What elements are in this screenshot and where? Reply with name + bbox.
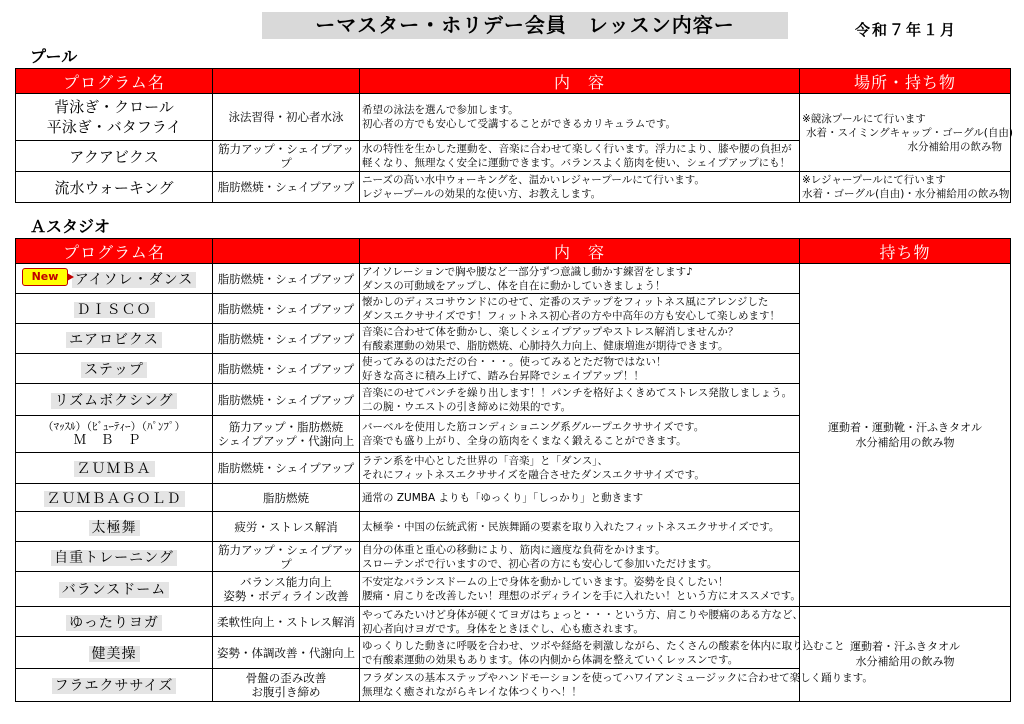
program-name — [16, 572, 213, 607]
place-line: 水着・スイミングキャップ・ゴーグル(自由) — [806, 126, 1013, 139]
table-row — [16, 172, 1011, 203]
program-goal: 脂肪燃焼 — [213, 484, 360, 512]
program-name-text: ＤＩＳＣＯ — [74, 302, 155, 318]
goal-line: 姿勢・ボディライン改善 — [223, 589, 349, 603]
description-line: ダンスの可動域をアップし、体を自在に動かしていきましょう！ — [362, 279, 666, 292]
program-name — [16, 669, 213, 702]
program-name — [16, 512, 213, 542]
program-name-line: 平泳ぎ・バタフライ — [46, 118, 182, 136]
program-description — [360, 324, 800, 354]
program-goal: 脂肪燃焼・シェイプアップ — [213, 384, 360, 416]
description-line: 通常の ZUMBA よりも「ゆっくり」「しっかり」と動きます — [362, 491, 644, 504]
program-description — [360, 172, 800, 203]
description-line: 自分の体重と重心の移動により、筋肉に適度な負荷をかけます。 — [362, 543, 666, 556]
program-name-line: ＭＢＰ — [73, 432, 155, 448]
studio-bring-items-1 — [800, 264, 1011, 607]
place-line: 水分補給用の飲み物 — [907, 140, 1002, 153]
program-name — [16, 637, 213, 669]
program-goal: 疲労・ストレス解消 — [213, 512, 360, 542]
program-name-text: フラエクササイズ — [52, 678, 177, 694]
issue-date: 令和７年１月 — [855, 21, 958, 39]
program-description — [360, 264, 800, 294]
program-name: 流水ウォーキング — [16, 172, 213, 203]
program-name-line: （ﾏｯｽﾙ）（ﾋﾞｭｰﾃｨｰ）（ﾊﾟﾝﾌﾟ） — [42, 419, 186, 433]
studio-header-program: プログラム名 — [16, 239, 213, 264]
bring-line: 運動着・運動靴・汗ふきタオル — [828, 421, 982, 434]
description-line: アイソレーションで胸や腰など一部分ずつ意識し動かす練習をします♪ — [362, 265, 693, 278]
description-line: 太極拳・中国の伝統武術・民族舞踊の要素を取り入れたフィットネスエクササイズです。 — [362, 520, 780, 533]
description-line: 好きな高さに積み上げて、踏み台昇降でシェイプアップ！！ — [362, 369, 645, 382]
program-description — [360, 572, 800, 607]
description-line: 腰痛・肩こりを改善したい！理想のボディラインを手に入れたい！という方にオススメです。 — [362, 590, 801, 602]
program-name-text: 太極舞 — [89, 520, 140, 536]
description-line: 有酸素運動の効果で、脂肪燃焼、心肺持久力向上、健康増進が期待できます。 — [362, 339, 729, 352]
description-line: フラダンスの基本ステップやハンドモーションを使ってハワイアンミュージックに合わせて楽しく踊ります。 — [362, 672, 873, 684]
bring-line: 水分補給用の飲み物 — [855, 436, 955, 449]
program-name: アクアビクス — [16, 141, 213, 172]
description-line: スローテンポで行いますので、初心者の方にも安心して参加いただけます。 — [362, 557, 718, 570]
program-description — [360, 354, 800, 384]
place-line: 水着・ゴーグル(自由)・水分補給用の飲み物 — [802, 188, 1010, 200]
program-description — [360, 542, 800, 572]
program-goal: 脂肪燃焼・シェイプアップ — [213, 453, 360, 484]
program-description — [360, 512, 800, 542]
program-name — [16, 416, 213, 453]
program-name-text: リズムボクシング — [51, 393, 176, 409]
pool-table — [15, 68, 1011, 203]
program-goal — [213, 669, 360, 702]
studio-header-empty — [213, 239, 360, 264]
description-line: 音楽に合わせて体を動かし、楽しくシェイプアップやストレス解消しませんか？ — [362, 325, 739, 338]
goal-line: 筋力アップ・脂肪燃焼 — [228, 420, 344, 434]
new-badge: New — [22, 268, 68, 286]
description-line: で有酸素運動の効果もあります。体の内側から体調を整えていくレッスンです。 — [362, 653, 739, 666]
program-name — [16, 484, 213, 512]
program-name-text: バランスドーム — [59, 582, 170, 598]
program-name-text: ステップ — [81, 362, 147, 378]
description-line: ダンスエクササイズです！フィットネス初心者の方や中高年の方も安心して楽しめます！ — [362, 309, 781, 322]
studio-section-title: Ａスタジオ — [30, 217, 111, 236]
program-goal: 脂肪燃焼・シェイプアップ — [213, 172, 360, 203]
description-line: 音楽にのせてパンチを繰り出します！！パンチを格好よくきめてストレス発散しましょう。 — [362, 386, 793, 399]
program-description — [360, 637, 845, 669]
program-goal: 脂肪燃焼・シェイプアップ — [213, 324, 360, 354]
program-name — [16, 294, 213, 324]
program-goal — [213, 416, 360, 453]
program-goal — [213, 572, 360, 607]
description-line: 音楽でも盛り上がり、全身の筋肉をくまなく鍛えることができます。 — [362, 435, 687, 447]
bring-line: 運動着・汗ふきタオル — [850, 640, 960, 653]
program-name-text: ゆったりヨガ — [66, 615, 162, 631]
description-line: ゆっくりした動きに呼吸を合わせ、ツボや経絡を刺激しながら、たくさんの酸素を体内に取り込むこと — [362, 639, 845, 652]
program-name — [16, 453, 213, 484]
goal-line: お腹引き締め — [251, 685, 321, 699]
description-line: ラテン系を中心とした世界の「音楽」と「ダンス」、 — [362, 455, 609, 467]
program-goal: 筋力アップ・シェイプアップ — [213, 542, 360, 572]
pool-header-empty — [213, 69, 360, 94]
program-goal: 柔軟性向上・ストレス解消 — [213, 607, 360, 637]
program-name-line: 背泳ぎ・クロール — [54, 98, 174, 116]
program-name — [16, 94, 213, 141]
description-line: バーベルを使用した筋コンディショニング系グループエクササイズです。 — [362, 421, 705, 433]
description-line: 二の腕・ウエストの引き締めに効果的です。 — [362, 400, 572, 413]
program-name — [16, 354, 213, 384]
place-line: ※競泳プールにて行います — [802, 112, 926, 125]
goal-line: シェイプアップ・代謝向上 — [217, 434, 355, 448]
program-name-text: アイソレ・ダンス — [72, 272, 196, 288]
description-line: 懐かしのディスコサウンドにのせて、定番のステップをフィットネス風にアレンジした — [362, 295, 769, 308]
pool-section-title: プール — [30, 47, 78, 66]
program-name — [16, 324, 213, 354]
pool-header-content: 内 容 — [360, 69, 800, 94]
program-name — [16, 384, 213, 416]
program-name-text: ＺＵＭＢＡ — [74, 461, 155, 477]
program-description — [360, 94, 800, 141]
program-goal: 筋力アップ・シェイプアップ — [213, 141, 360, 172]
description-line: それにフィットネスエクササイズを融合させたダンスエクササイズです。 — [362, 469, 705, 481]
program-name-text: 自重トレーニング — [51, 550, 177, 566]
program-description — [360, 384, 800, 416]
pool-header-program: プログラム名 — [16, 69, 213, 94]
description-line: 軽くなり、無理なく安全に運動できます。バランスよく筋肉を使い、シェイプアップにも！ — [362, 157, 791, 169]
program-name-text: 健美操 — [89, 646, 140, 662]
program-description — [360, 294, 800, 324]
studio-header-content: 内 容 — [360, 239, 800, 264]
program-name-text: エアロビクス — [66, 332, 162, 348]
program-name-text: ＺＵＭＢＡＧＯＬＤ — [44, 491, 185, 507]
description-line: 不安定なバランスドームの上で身体を動かしていきます。姿勢を良くしたい！ — [362, 576, 729, 588]
goal-line: 骨盤の歪み改善 — [245, 671, 327, 685]
goal-line: バランス能力向上 — [240, 575, 332, 589]
bring-line: 水分補給用の飲み物 — [855, 655, 955, 668]
description-line: やってみたいけど身体が硬くてヨガはちょっと・・・という方、肩こりや腰痛のある方など、 — [362, 608, 803, 621]
description-line: 初心者の方でも安心して受講することができるカリキュラムです。 — [362, 118, 677, 130]
program-goal: 脂肪燃焼・シェイプアップ — [213, 264, 360, 294]
program-description — [360, 141, 800, 172]
program-name — [16, 607, 213, 637]
pool-place-competition — [800, 94, 1011, 172]
program-description — [360, 416, 800, 453]
description-line: 無理なく癒されながらキレイな体つくりへ！！ — [362, 686, 582, 698]
description-line: ニーズの高い水中ウォーキングを、温かいレジャープールにて行います。 — [362, 174, 705, 186]
studio-bring-items-2 — [800, 607, 1011, 702]
program-description — [360, 453, 800, 484]
table-row — [16, 264, 1011, 294]
program-goal: 脂肪燃焼・シェイプアップ — [213, 354, 360, 384]
description-line: レジャープールの効果的な使い方、お教えします。 — [362, 188, 602, 200]
studio-header-bring: 持ち物 — [800, 239, 1011, 264]
description-line: 水の特性を生かした運動を、音楽に合わせて楽しく行います。浮力により、膝や腰の負担が — [362, 143, 792, 155]
program-description — [360, 607, 803, 637]
program-goal: 姿勢・体調改善・代謝向上 — [213, 637, 360, 669]
pool-place-leisure — [800, 172, 1011, 203]
table-row — [16, 607, 1011, 637]
program-description — [360, 484, 800, 512]
description-line: 初心者向けヨガです。身体をときほぐし、心も癒されます。 — [362, 622, 644, 635]
description-line: 希望の泳法を選んで参加します。 — [362, 104, 519, 116]
table-row — [16, 94, 1011, 141]
studio-table — [15, 238, 1011, 702]
pool-header-place: 場所・持ち物 — [800, 69, 1011, 94]
description-line: 使ってみるのはただの台・・・。使ってみるとただ物ではない！ — [362, 355, 667, 368]
page-title: ーマスター・ホリデー会員 レッスン内容ー — [262, 12, 788, 39]
place-line: ※レジャープールにて行います — [802, 174, 946, 186]
program-goal: 脂肪燃焼・シェイプアップ — [213, 294, 360, 324]
program-goal: 泳法習得・初心者水泳 — [213, 94, 360, 141]
program-description — [360, 669, 873, 702]
program-name — [16, 542, 213, 572]
